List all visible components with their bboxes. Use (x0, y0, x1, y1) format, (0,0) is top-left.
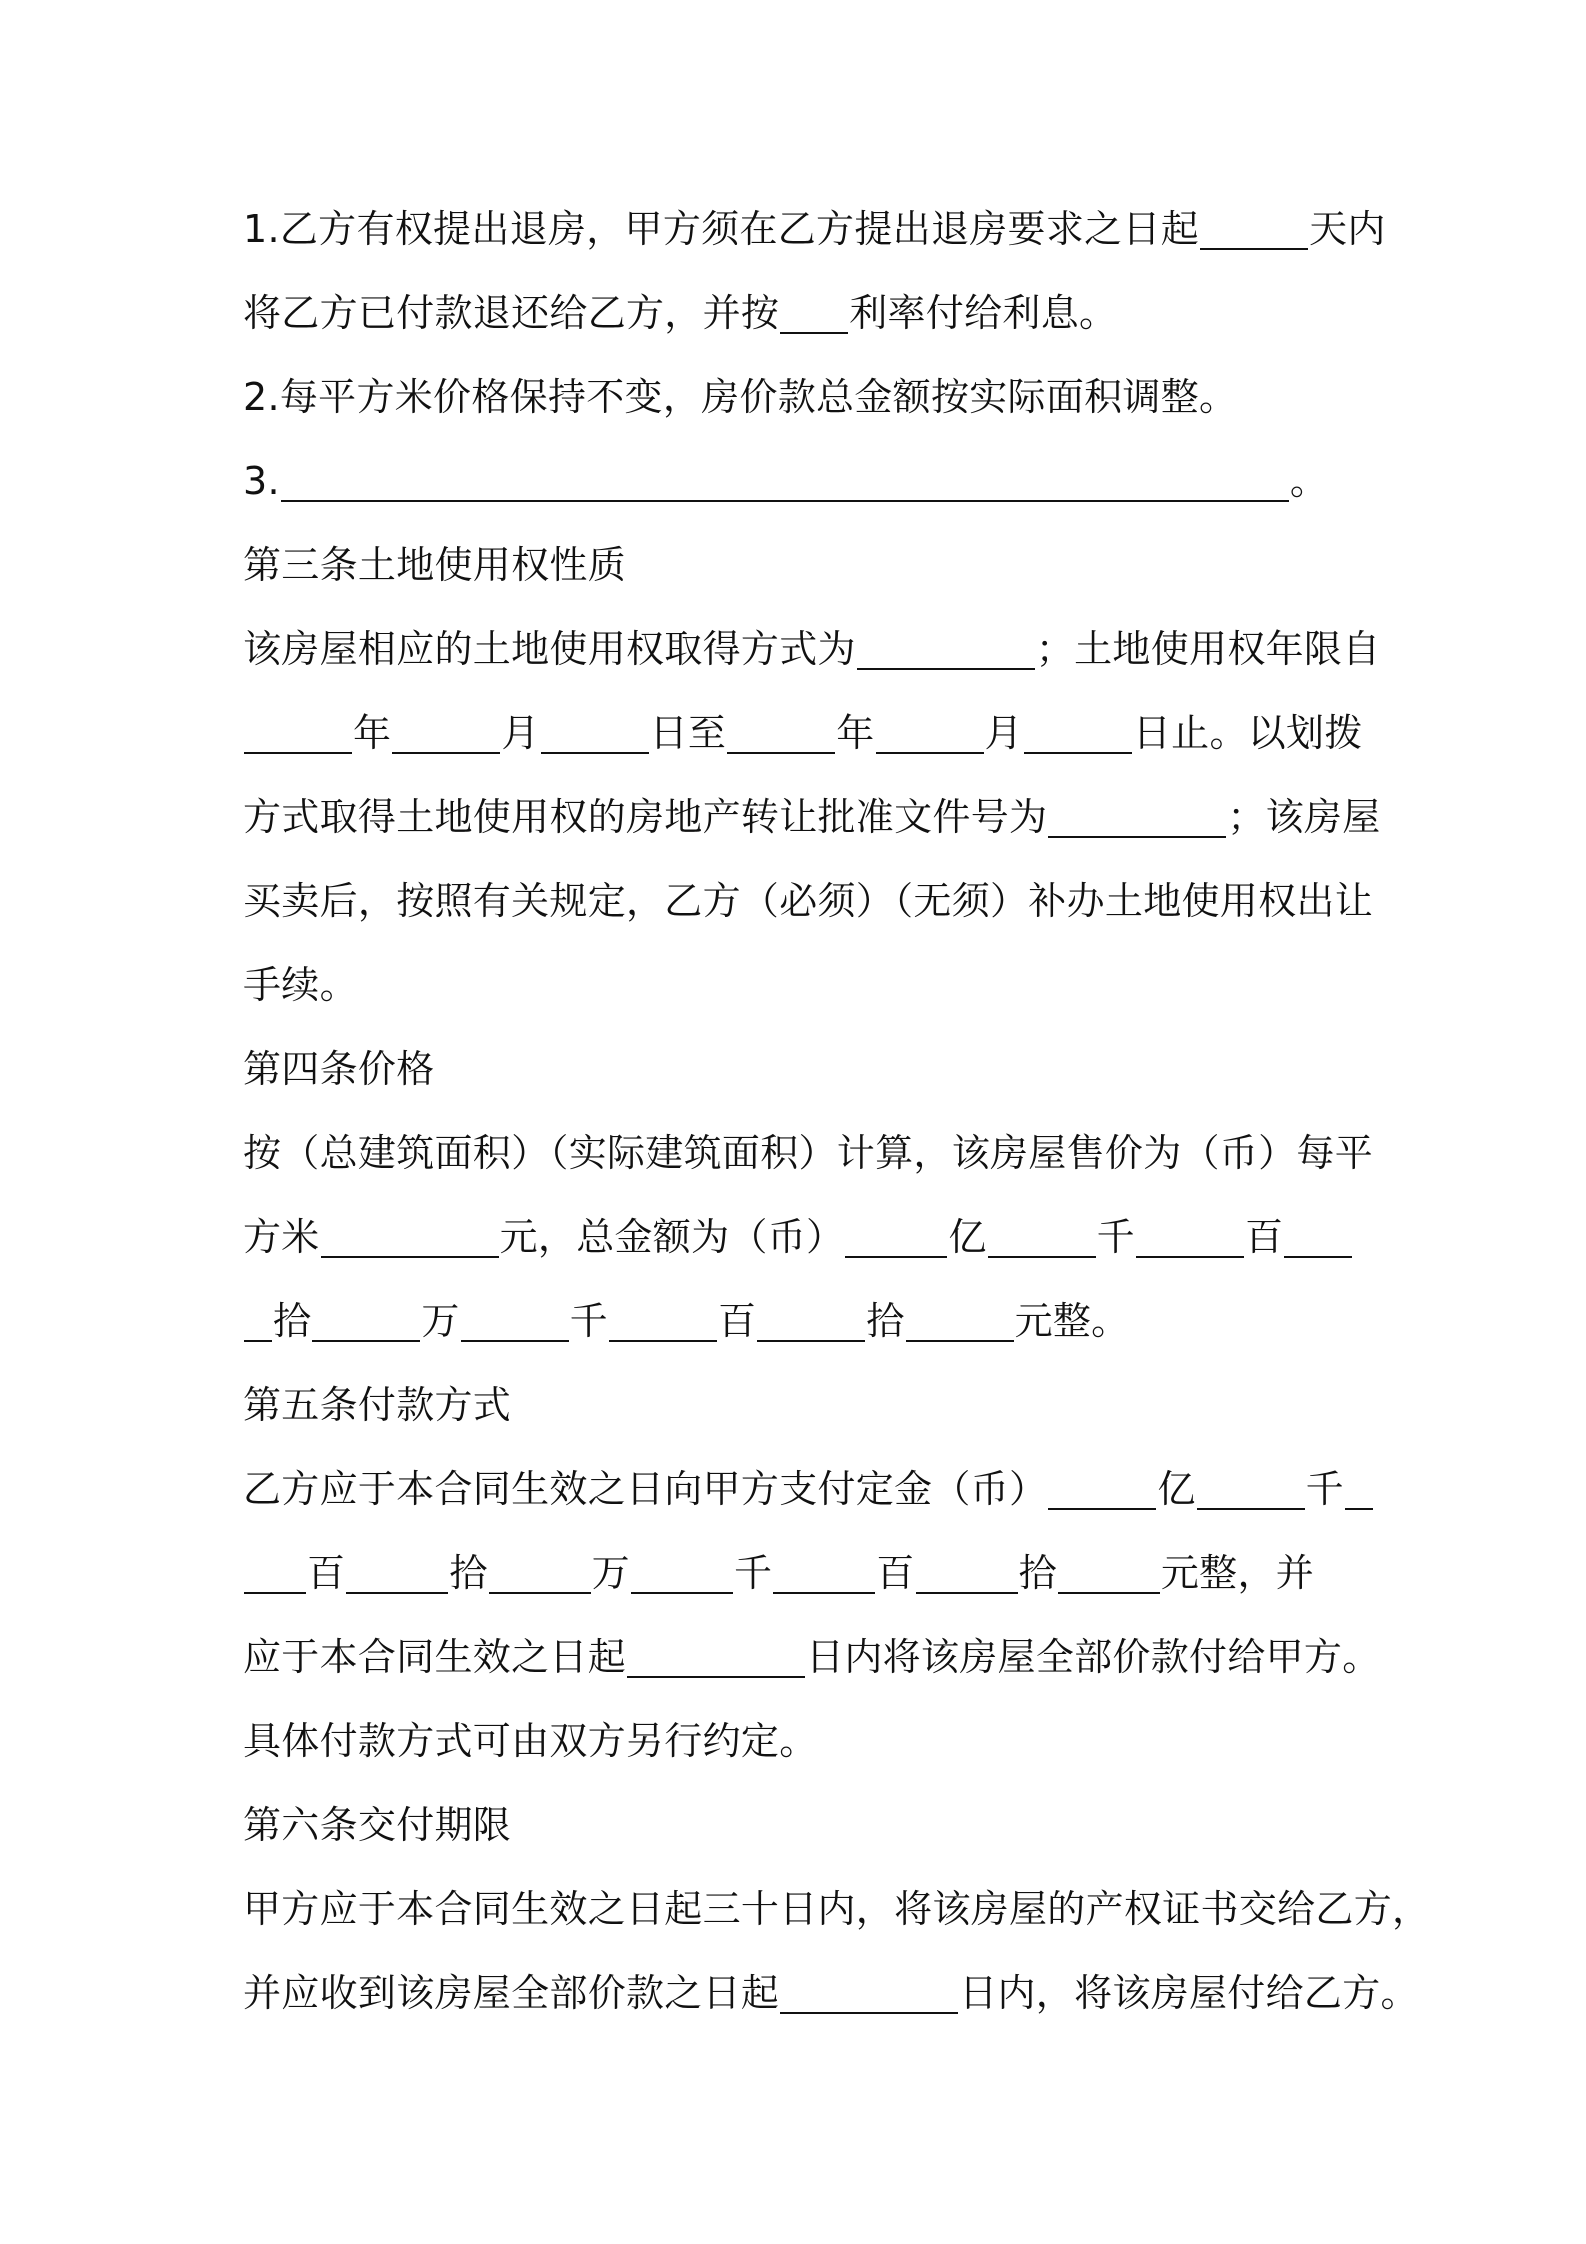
fill-blank-acquisition (857, 624, 1035, 670)
fill-blank-deposit (346, 1548, 448, 1594)
fill-blank-deposit (773, 1548, 875, 1594)
text-segment: 2.每平方米价格保持不变，房价款总金额按实际面积调整。 (243, 375, 1238, 419)
text-segment: 月 (501, 711, 540, 755)
text-segment: 元，总金额为（币） (499, 1215, 845, 1259)
section-heading: 第五条付款方式 (243, 1383, 512, 1427)
fill-blank-deposit (1048, 1464, 1156, 1510)
payment-line-1 (243, 1459, 1374, 1519)
text-segment: 拾 (449, 1551, 488, 1595)
land-use-line-1 (243, 619, 1381, 679)
section-heading-price (243, 1039, 435, 1099)
text-segment: 月 (984, 711, 1023, 755)
fill-blank-amount (461, 1296, 569, 1342)
text-segment: 乙方应于本合同生效之日向甲方支付定金（币） (243, 1467, 1048, 1511)
fill-blank-unit-price (321, 1212, 499, 1258)
text-segment: 元整，并 (1160, 1551, 1315, 1595)
fill-blank-amount (757, 1296, 865, 1342)
fill-blank-day (541, 708, 649, 754)
delivery-line-1 (243, 1879, 1430, 1939)
text-segment: 百 (876, 1551, 915, 1595)
land-use-line-4 (243, 871, 1373, 931)
fill-blank-deposit (244, 1548, 306, 1594)
text-segment: 亿 (948, 1215, 987, 1259)
text-segment: 日至 (649, 711, 727, 755)
text-segment: 并应收到该房屋全部价款之日起 (243, 1971, 780, 2015)
text-segment: 亿 (1157, 1467, 1196, 1511)
text-segment: 方米 (243, 1215, 320, 1259)
text-segment: 甲方应于本合同生效之日起三十日内，将该房屋的产权证书交给乙方， (243, 1887, 1431, 1931)
text-segment: 按（总建筑面积）（实际建筑面积）计算，该房屋售价为（币）每平 (243, 1131, 1374, 1175)
land-use-line-5 (243, 955, 358, 1015)
fill-blank-deposit (1058, 1548, 1160, 1594)
payment-line-3 (243, 1627, 1381, 1687)
fill-blank-deposit (1345, 1464, 1373, 1510)
section-heading-payment (243, 1375, 511, 1435)
fill-blank-approval-no (1048, 792, 1226, 838)
text-segment: 具体付款方式可由双方另行约定。 (243, 1719, 818, 1763)
fill-blank-year (727, 708, 835, 754)
text-segment: ；土地使用权年限自 (1035, 627, 1381, 671)
text-segment: 利率付给利息。 (849, 291, 1118, 335)
text-segment: 1.乙方有权提出退房，甲方须在乙方提出退房要求之日起 (243, 207, 1200, 251)
text-segment: 手续。 (243, 963, 358, 1007)
section-heading: 第六条交付期限 (243, 1803, 512, 1847)
fill-blank-amount (244, 1296, 272, 1342)
text-segment: 元整。 (1014, 1299, 1130, 1343)
fill-blank-deposit (1197, 1464, 1305, 1510)
fill-blank-amount (609, 1296, 717, 1342)
fill-blank-amount (845, 1212, 947, 1258)
payment-line-2 (243, 1543, 1314, 1603)
text-segment: 拾 (866, 1299, 905, 1343)
land-use-line-3 (243, 787, 1381, 847)
fill-blank-days (780, 1968, 958, 2014)
text-segment: 日止。以划拨 (1132, 711, 1363, 755)
fill-blank-year (244, 708, 352, 754)
text-segment: 年 (836, 711, 875, 755)
fill-blank-amount (312, 1296, 420, 1342)
fill-blank-rate (780, 288, 848, 334)
fill-blank-long (281, 456, 1289, 502)
text-segment: 。 (1289, 459, 1329, 503)
fill-blank-amount (906, 1296, 1014, 1342)
text-segment: 日内，将该房屋付给乙方。 (959, 1971, 1419, 2015)
text-segment: 百 (717, 1299, 757, 1343)
payment-line-4 (243, 1711, 818, 1771)
land-use-line-2 (243, 703, 1363, 763)
text-segment: 万 (421, 1299, 460, 1343)
text-segment: 千 (733, 1551, 773, 1595)
text-segment: 年 (353, 711, 392, 755)
price-line-2 (243, 1207, 1353, 1267)
price-line-1 (243, 1123, 1373, 1183)
clause-refund-line-1 (243, 199, 1386, 259)
section-heading: 第四条价格 (243, 1047, 435, 1091)
text-segment: 万 (591, 1551, 630, 1595)
text-segment: 3. (243, 459, 280, 503)
text-segment: 日内将该房屋全部价款付给甲方。 (806, 1635, 1381, 1679)
fill-blank-month (876, 708, 984, 754)
delivery-line-2 (243, 1963, 1419, 2023)
text-segment: 千 (1096, 1215, 1135, 1259)
fill-blank-amount (1284, 1212, 1352, 1258)
text-segment: 拾 (1018, 1551, 1057, 1595)
section-heading-delivery (243, 1795, 511, 1855)
fill-blank-amount (988, 1212, 1096, 1258)
fill-blank-deposit (631, 1548, 733, 1594)
text-segment: 天内 (1309, 207, 1386, 251)
clause-price-unchanged (243, 367, 1237, 427)
text-segment: 百 (307, 1551, 346, 1595)
fill-blank-amount (1136, 1212, 1244, 1258)
fill-blank-days (627, 1632, 805, 1678)
price-line-3 (243, 1291, 1129, 1351)
text-segment: 买卖后，按照有关规定，乙方（必须）（无须）补办土地使用权出让 (243, 879, 1374, 923)
fill-blank-deposit (489, 1548, 591, 1594)
fill-blank-days (1200, 204, 1308, 250)
text-segment: 应于本合同生效之日起 (243, 1635, 627, 1679)
clause-refund-line-2 (243, 283, 1117, 343)
clause-item-3 (243, 451, 1328, 511)
text-segment: ；该房屋 (1227, 795, 1381, 839)
section-heading: 第三条土地使用权性质 (243, 543, 627, 587)
text-segment: 将乙方已付款退还给乙方，并按 (243, 291, 780, 335)
fill-blank-day (1024, 708, 1132, 754)
text-segment: 该房屋相应的土地使用权取得方式为 (243, 627, 856, 671)
text-segment: 千 (569, 1299, 608, 1343)
text-segment: 拾 (273, 1299, 312, 1343)
text-segment: 方式取得土地使用权的房地产转让批准文件号为 (243, 795, 1048, 839)
text-segment: 千 (1305, 1467, 1344, 1511)
fill-blank-month (392, 708, 500, 754)
text-segment: 百 (1244, 1215, 1284, 1259)
section-heading-land-use (243, 535, 626, 595)
fill-blank-deposit (916, 1548, 1018, 1594)
